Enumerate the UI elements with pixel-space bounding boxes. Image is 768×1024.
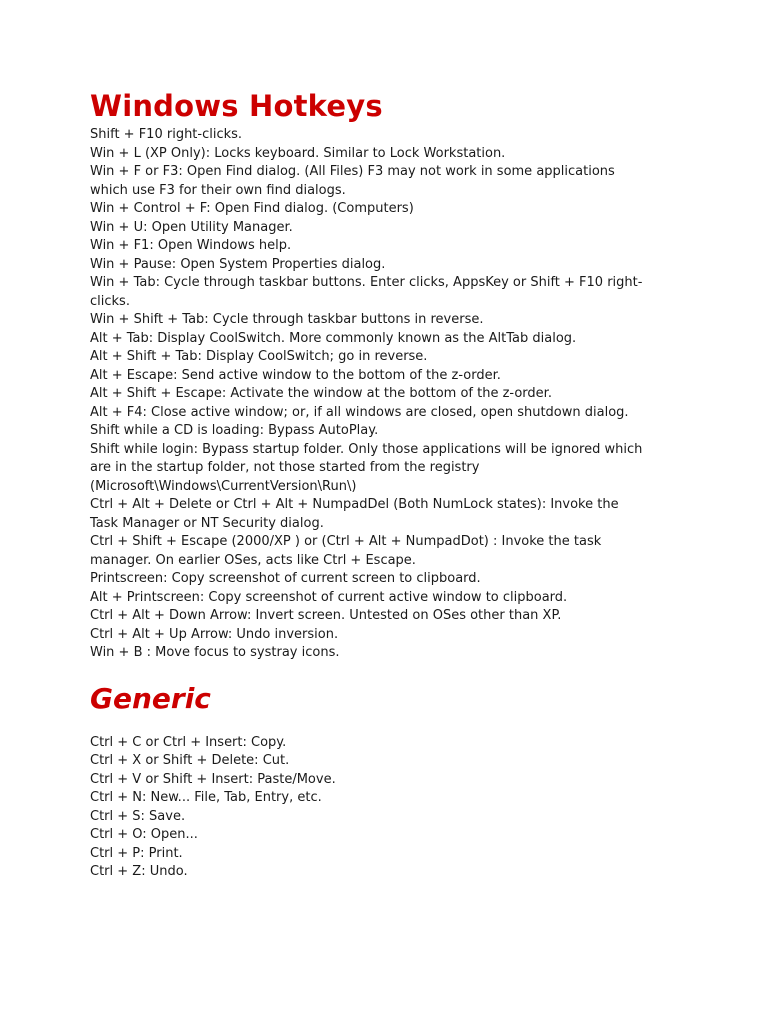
text-line: manager. On earlier OSes, acts like Ctrl + Escape. xyxy=(90,552,416,568)
text-line: Win + F or F3: Open Find dialog. (All Files) F3 may not work in some applications xyxy=(90,164,615,179)
text-line: Shift while a CD is loading: Bypass AutoPlay. xyxy=(90,423,379,438)
text-line: Alt + Printscreen: Copy screenshot of current active window to clipboard. xyxy=(90,589,568,605)
text-line: Win + L (XP Only): Locks keyboard. Similar to Lock Workstation. xyxy=(90,145,506,161)
text-line: Ctrl + P: Print. xyxy=(90,845,183,861)
section-generic xyxy=(90,679,690,882)
text-line: Task Manager or NT Security dialog. xyxy=(90,515,324,531)
text-line: Win + Shift + Tab: Cycle through taskbar buttons in reverse. xyxy=(90,312,484,327)
hotkeys-list xyxy=(90,126,690,663)
text-line: clicks. xyxy=(90,293,130,309)
text-line: Alt + F4: Close active window; or, if all windows are closed, open shutdown dialog. xyxy=(90,404,629,420)
text-line: Alt + Tab: Display CoolSwitch. More commonly known as the AltTab dialog. xyxy=(90,330,577,346)
text-line: Ctrl + V or Shift + Insert: Paste/Move. xyxy=(90,771,336,787)
text-line: Win + U: Open Utility Manager. xyxy=(90,219,293,235)
text-line: Printscreen: Copy screenshot of current screen to clipboard. xyxy=(90,571,481,586)
document-page xyxy=(90,86,690,882)
text-line: Ctrl + Z: Undo. xyxy=(90,864,188,879)
text-line: Alt + Shift + Escape: Activate the window at the bottom of the z-order. xyxy=(90,386,552,401)
text-line: Ctrl + Alt + Down Arrow: Invert screen. Untested on OSes other than XP. xyxy=(90,608,562,623)
text-line: Win + Tab: Cycle through taskbar buttons. Enter clicks, AppsKey or Shift + F10 right- xyxy=(90,275,643,290)
text-line: Ctrl + Alt + Up Arrow: Undo inversion. xyxy=(90,626,339,642)
text-line: Ctrl + N: New... File, Tab, Entry, etc. xyxy=(90,790,322,805)
text-line: are in the startup folder, not those started from the registry xyxy=(90,460,480,475)
text-line: Win + B : Move focus to systray icons. xyxy=(90,645,340,660)
text-line: Win + Control + F: Open Find dialog. (Computers) xyxy=(90,201,414,216)
text-line: Ctrl + Shift + Escape (2000/XP ) or (Ctrl + Alt + NumpadDot) : Invoke the task xyxy=(90,534,602,549)
text-line: which use F3 for their own find dialogs. xyxy=(90,182,346,198)
heading-windows-hotkeys: Windows Hotkeys xyxy=(90,89,383,123)
heading-generic: Generic xyxy=(90,681,211,715)
text-line: Ctrl + Alt + Delete or Ctrl + Alt + NumpadDel (Both NumLock states): Invoke the xyxy=(90,497,619,512)
text-line: Alt + Shift + Tab: Display CoolSwitch; go in reverse. xyxy=(90,349,428,364)
generic-list xyxy=(90,734,690,882)
text-line: Ctrl + X or Shift + Delete: Cut. xyxy=(90,753,290,768)
text-line: Win + F1: Open Windows help. xyxy=(90,238,292,253)
section-windows-hotkeys xyxy=(90,86,690,663)
text-line: (Microsoft\Windows\CurrentVersion\Run\) xyxy=(90,478,357,494)
text-line: Ctrl + O: Open... xyxy=(90,827,198,842)
text-line: Win + Pause: Open System Properties dialog. xyxy=(90,256,386,272)
text-line: Ctrl + C or Ctrl + Insert: Copy. xyxy=(90,734,287,750)
text-line: Alt + Escape: Send active window to the bottom of the z-order. xyxy=(90,367,501,383)
text-line: Shift + F10 right-clicks. xyxy=(90,127,243,142)
text-line: Ctrl + S: Save. xyxy=(90,808,186,824)
text-line: Shift while login: Bypass startup folder. Only those applications will be ignored which xyxy=(90,441,643,457)
